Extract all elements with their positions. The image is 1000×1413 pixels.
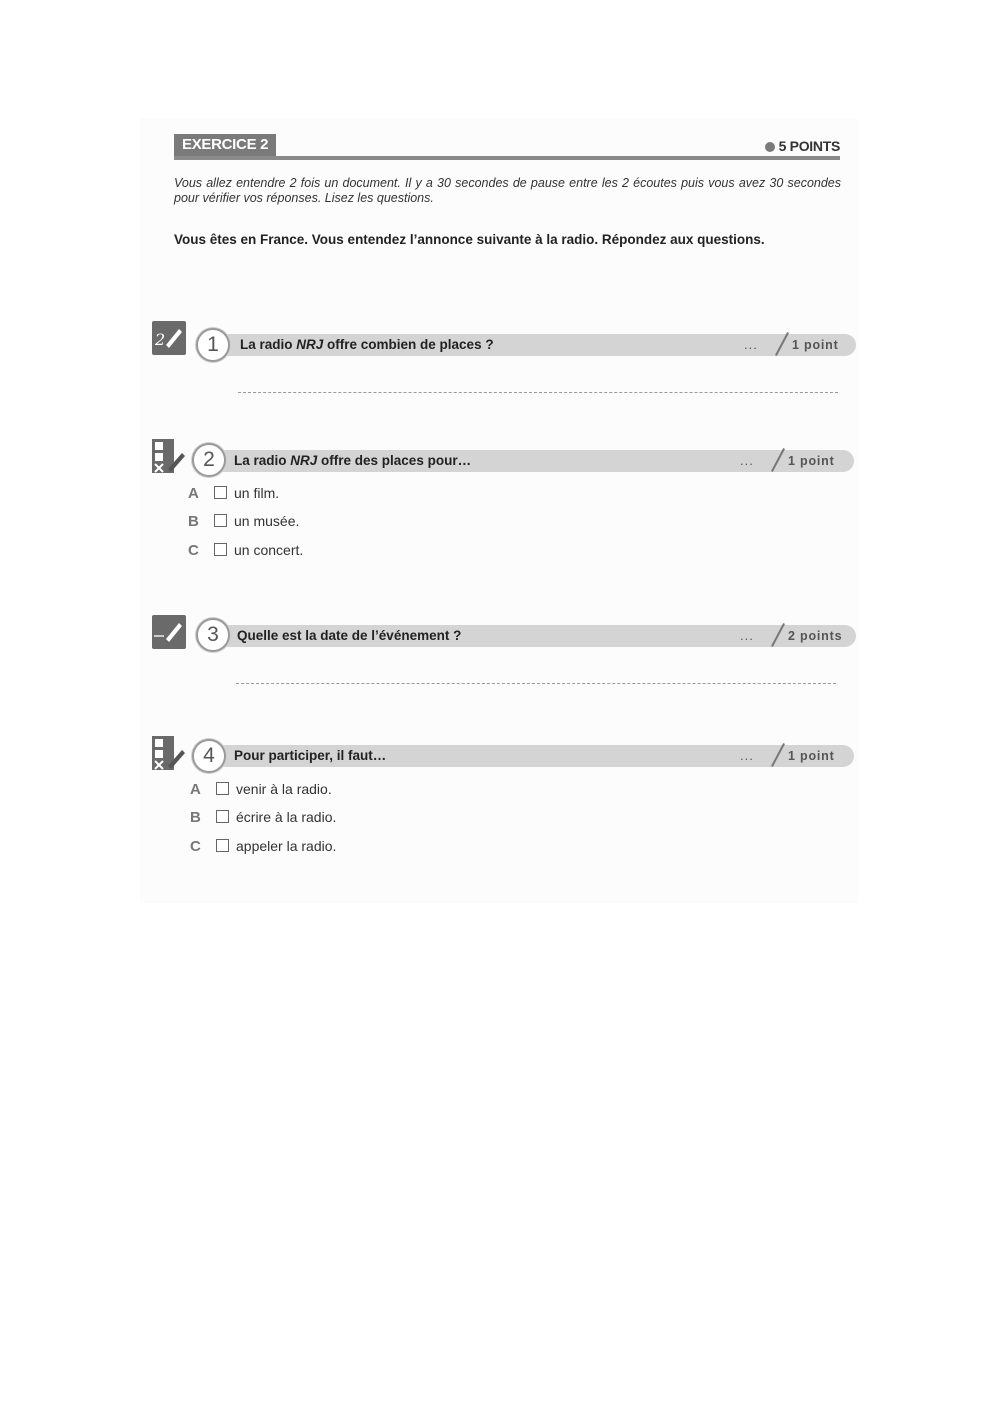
question-score: 2 points <box>788 629 843 643</box>
option-letter: C <box>188 542 199 559</box>
option-label: un concert. <box>234 542 304 558</box>
checkbox[interactable] <box>216 782 229 795</box>
question-bar <box>202 745 854 767</box>
exercise-tag: EXERCICE 2 <box>174 134 276 156</box>
question-text: Pour participer, il faut… <box>234 748 387 763</box>
option-c[interactable] <box>190 838 336 855</box>
checkbox[interactable] <box>214 514 227 527</box>
option-letter: B <box>188 513 199 530</box>
question-bar <box>206 334 856 356</box>
option-label: venir à la radio. <box>236 781 332 797</box>
checkbox[interactable] <box>216 810 229 823</box>
question-text: La radio NRJ offre des places pour… <box>234 453 472 468</box>
exercise-points <box>765 138 840 154</box>
option-a[interactable] <box>190 781 332 798</box>
answer-dots: ... <box>740 748 754 763</box>
question-number: 3 <box>196 618 230 652</box>
checkbox[interactable] <box>214 543 227 556</box>
question-number: 1 <box>196 328 230 362</box>
score-slash <box>771 448 785 472</box>
answer-line[interactable] <box>236 683 836 684</box>
question-bar <box>206 625 856 647</box>
question-bar <box>202 450 854 472</box>
writing-icon <box>152 321 186 355</box>
option-label: un musée. <box>234 513 300 529</box>
checkbox[interactable] <box>214 486 227 499</box>
writing-icon <box>152 615 186 649</box>
checkbox[interactable] <box>216 839 229 852</box>
header-rule <box>174 156 840 160</box>
option-letter: B <box>190 809 201 826</box>
option-a[interactable] <box>188 485 279 502</box>
svg-text:2: 2 <box>155 330 166 349</box>
answer-line[interactable] <box>238 392 838 393</box>
option-letter: A <box>190 781 201 798</box>
option-b[interactable] <box>188 513 299 530</box>
option-c[interactable] <box>188 542 303 559</box>
instructions: Vous allez entendre 2 fois un document. Il y a 30 secondes de pause entre les 2 écoutes puis vous avez 30 secondes pour vérifier vos réponses. Lisez les questions. <box>174 176 841 205</box>
option-letter: A <box>188 485 199 502</box>
checkbox-writing-icon <box>152 439 186 473</box>
option-letter: C <box>190 838 201 855</box>
option-label: appeler la radio. <box>236 838 337 854</box>
context-statement: Vous êtes en France. Vous entendez l’annonce suivante à la radio. Répondez aux questions. <box>174 232 765 247</box>
score-slash <box>771 743 785 767</box>
option-b[interactable] <box>190 809 336 826</box>
answer-dots: ... <box>740 628 754 643</box>
option-label: un film. <box>234 485 280 501</box>
score-slash <box>775 332 789 356</box>
question-score: 1 point <box>792 338 839 352</box>
exercise-header <box>174 134 840 160</box>
question-text: Quelle est la date de l’événement ? <box>237 628 462 643</box>
question-number: 4 <box>192 739 226 773</box>
answer-dots: ... <box>744 337 758 352</box>
answer-dots: ... <box>740 453 754 468</box>
question-score: 1 point <box>788 749 835 763</box>
question-text: La radio NRJ offre combien de places ? <box>240 337 494 352</box>
points-label: 5 POINTS <box>778 138 840 154</box>
option-label: écrire à la radio. <box>236 809 337 825</box>
bullet-icon <box>765 142 775 152</box>
checkbox-writing-icon <box>152 736 186 770</box>
question-number: 2 <box>192 443 226 477</box>
score-slash <box>771 623 785 647</box>
question-score: 1 point <box>788 454 835 468</box>
